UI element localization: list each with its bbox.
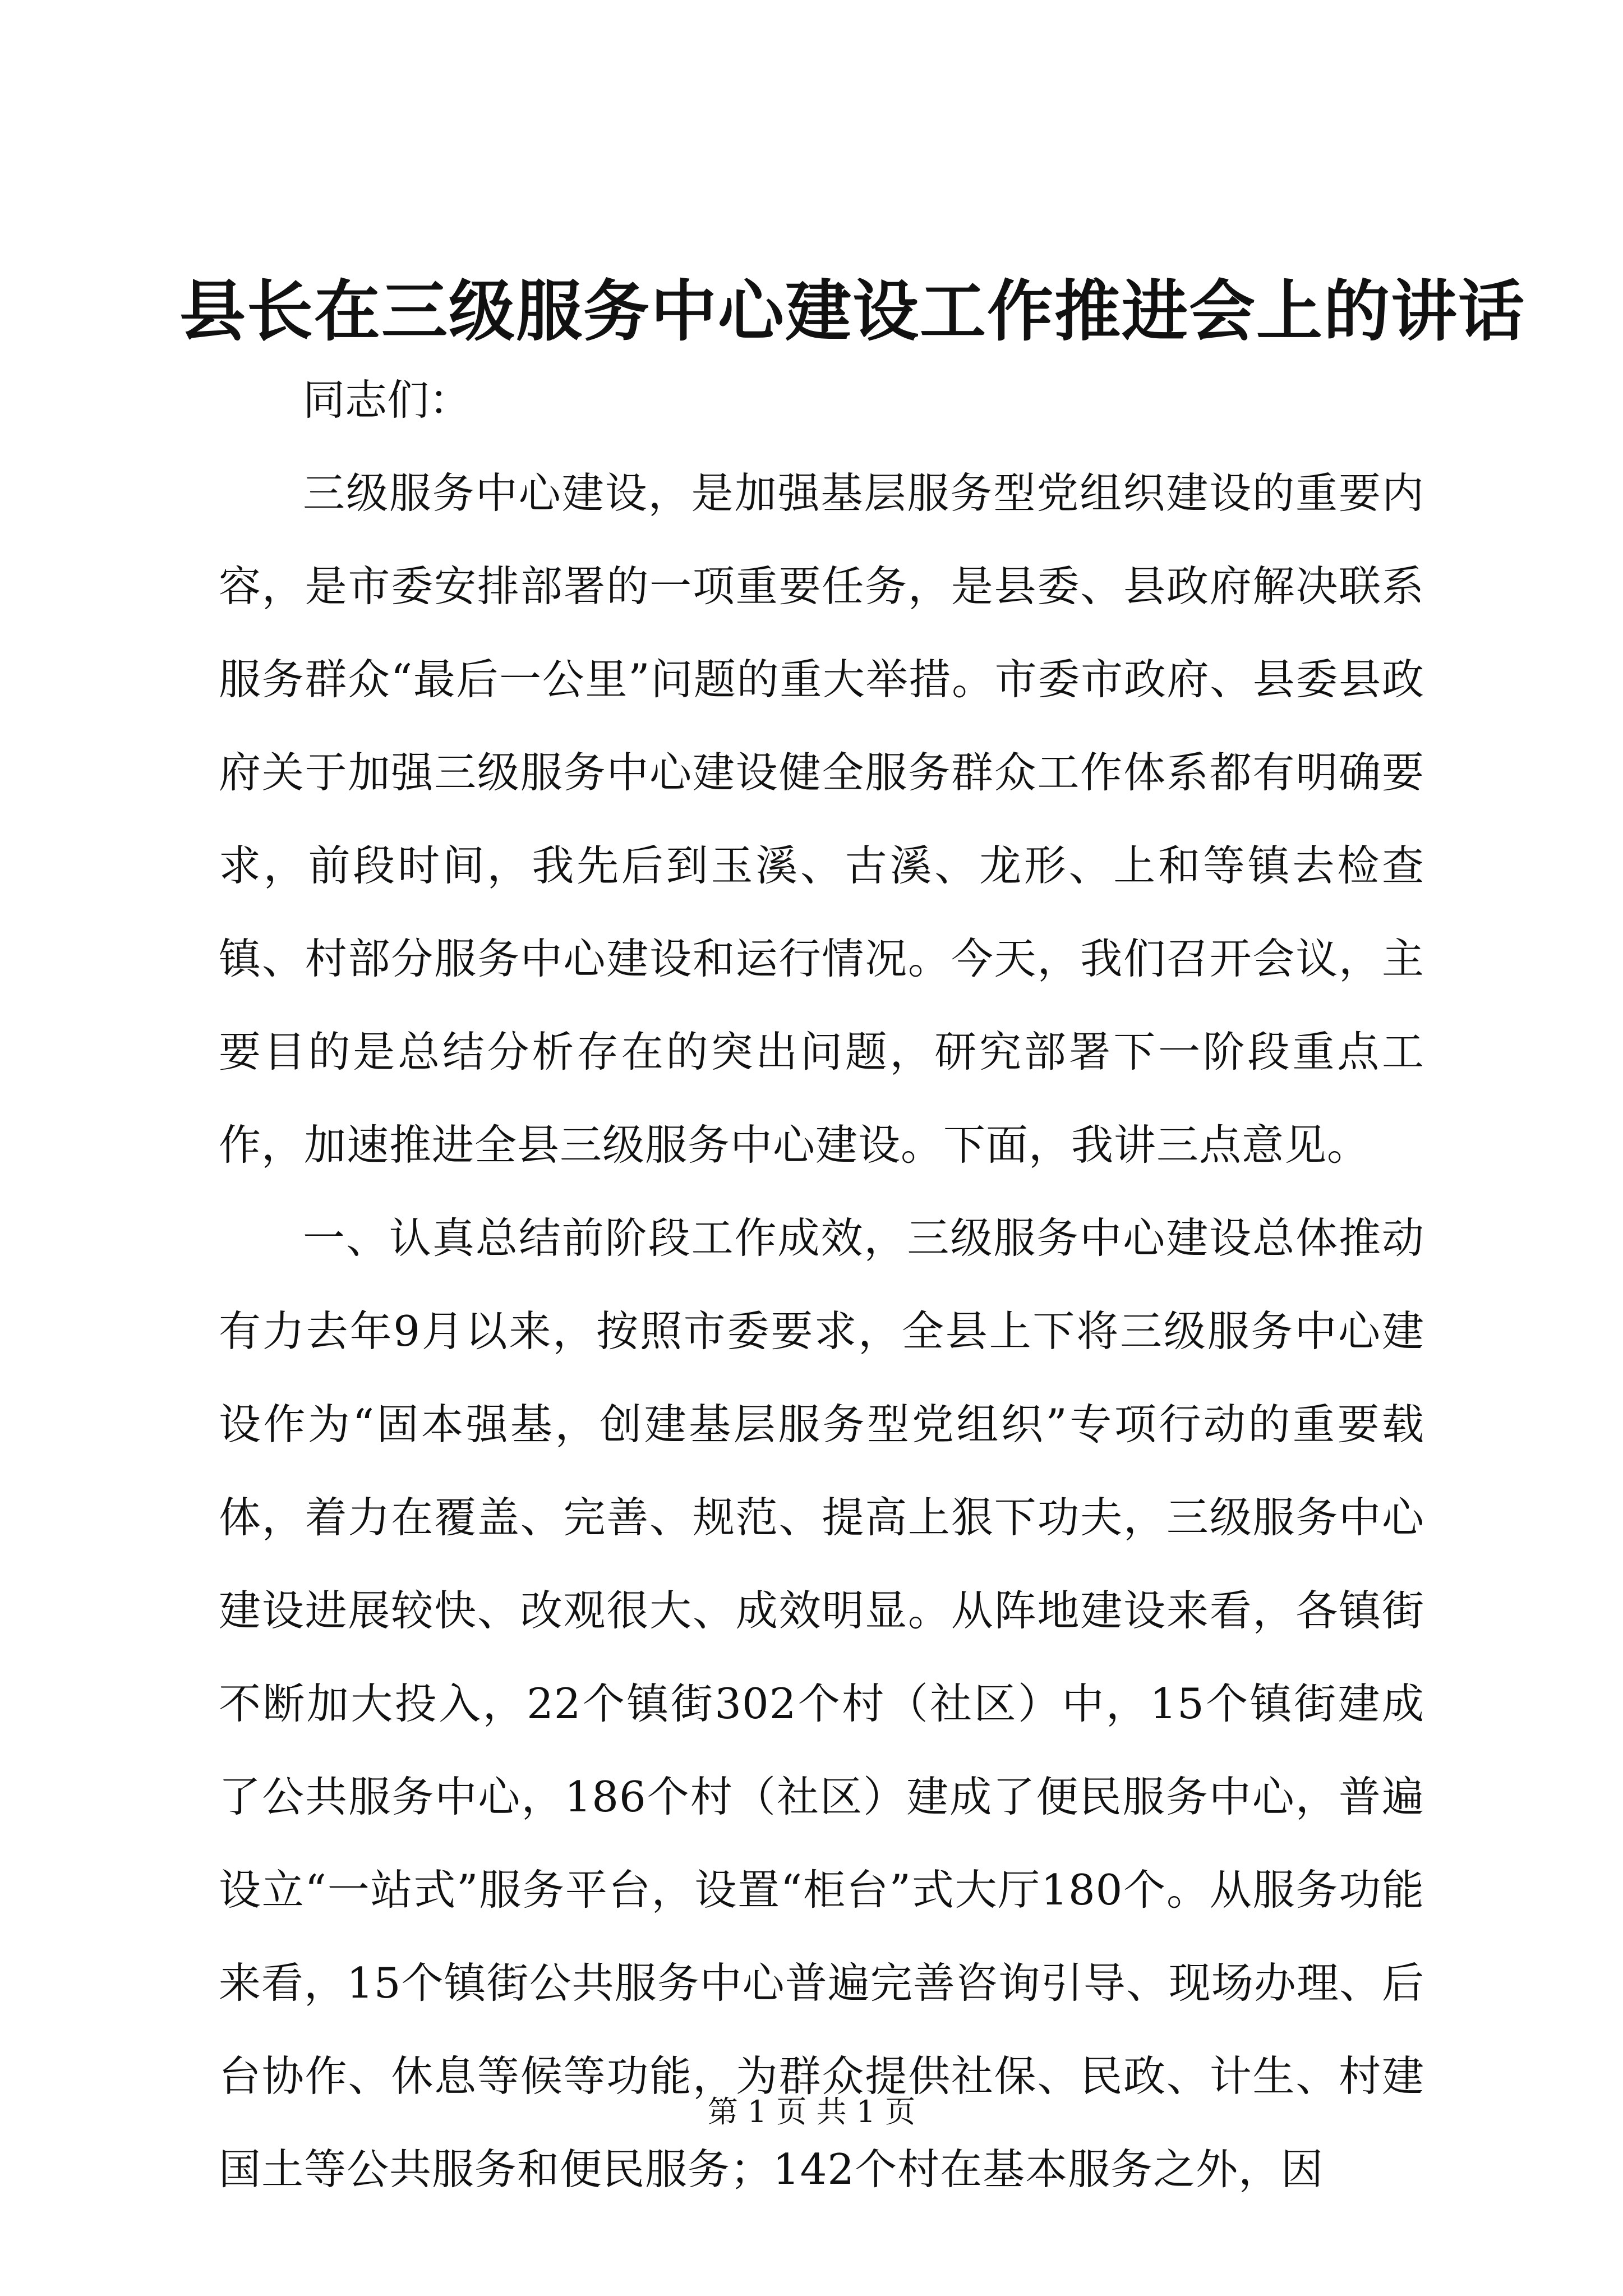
paragraph-section-one: 一、认真总结前阶段工作成效，三级服务中心建设总体推动有力去年9月以来，按照市委要求，全县上下将三级服务中心建设作为“固本强基，创建基层服务型党组织”专项行动的重要载体，着力在覆盖、完善、规范、提高上狠下功夫，三级服务中心建设进展较快、改观很大、成效明显。从阵地建设来看，各镇街不断加大投入，22个镇街302个村（社区）中，15个镇街建成了公共服务中心，186个村（社区）建成了便民服务中心，普遍设立“一站式”服务平台，设置“柜台”式大厅180个。从服务功能来看，15个镇街公共服务中心普遍完善咨询引导、现场办理、后台协作、休息等候等功能，为群众提供社保、民政、计生、村建国土等公共服务和便民服务；142个村在基本服务之外，因	[219, 1213, 1424, 2194]
document-title: 县长在三级服务中心建设工作推进会上的讲话	[179, 272, 1526, 350]
paragraph-intro: 三级服务中心建设，是加强基层服务型党组织建设的重要内容，是市委安排部署的一项重要任务，是县委、县政府解决联系服务群众“最后一公里”问题的重大举措。市委市政府、县委县政府关于加强三级服务中心建设健全服务群众工作体系都有明确要求，前段时间，我先后到玉溪、古溪、龙形、上和等镇去检查镇、村部分服务中心建设和运行情况。今天，我们召开会议，主要目的是总结分析存在的突出问题，研究部署下一阶段重点工作，加速推进全县三级服务中心建设。下面，我讲三点意见。	[219, 468, 1424, 1170]
document-body	[219, 353, 1424, 2216]
salutation: 同志们：	[303, 375, 472, 425]
page-footer: 第 1 页 共 1 页	[707, 2094, 916, 2129]
